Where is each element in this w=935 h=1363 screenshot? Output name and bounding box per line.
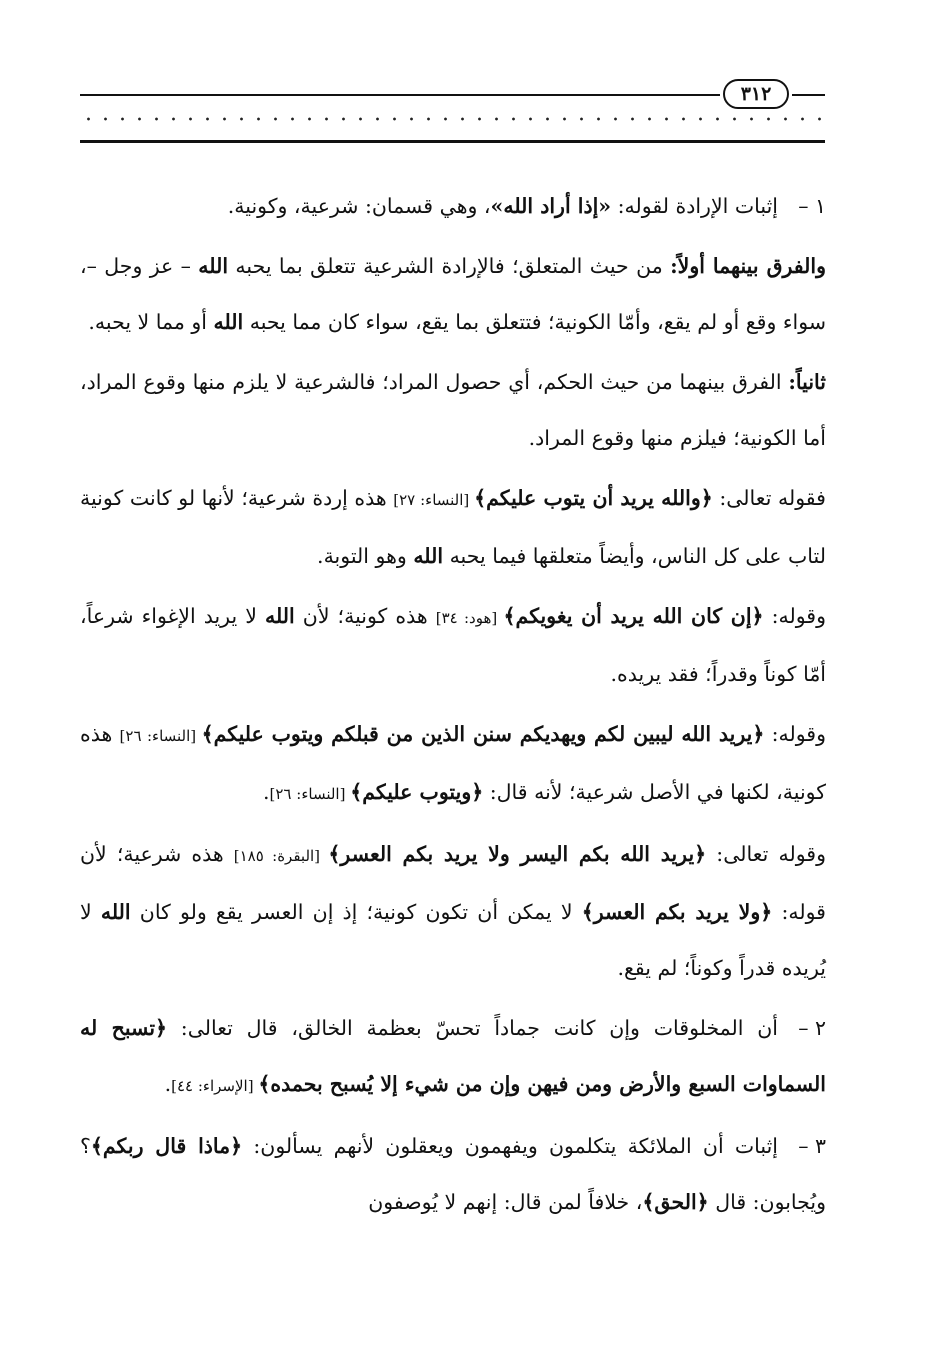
body-text: لا يمكن أن تكون كونية؛ إذ إن العسر يقع ولو كان (130, 900, 582, 924)
header-dotted-rule (80, 116, 825, 122)
bold-text: ﴿يريد الله بكم اليسر ولا يريد بكم العسر﴾ (328, 842, 707, 866)
verse-reference: [النساء: ٢٧] (393, 491, 475, 509)
body-text: الفرق بينهما من حيث الحكم، أي حصول المراد؛ فالشرعية لا يلزم منها وقوع المراد، أما الكونية؛ فيلزم منها وقوع المراد. (80, 370, 826, 450)
body-text: أن المخلوقات وإن كانت جماداً تحسّ بعظمة الخالق، قال تعالى: (167, 1016, 778, 1040)
body-text: وقوله: (763, 604, 827, 628)
item-number: ١ – (798, 194, 826, 218)
bold-text: ﴿إن كان الله يريد أن يغويكم﴾ (503, 604, 764, 628)
item-number: ٢ – (798, 1016, 826, 1040)
body-text: وقوله: (764, 722, 826, 746)
paragraph (80, 178, 826, 234)
verse-reference: [هود: ٣٤] (435, 609, 504, 627)
body-text: وهو التوبة. (317, 544, 414, 568)
bold-text: الله (100, 900, 131, 924)
body-text: – عز وجل –، سواء وقع أو لم يقع، وأمّا الكونية؛ فتتعلق بما يقع، سواء كان مما يحبه (80, 254, 826, 334)
verse-reference: [البقرة: ١٨٥] (233, 847, 329, 865)
bold-text: ﴿ويتوب عليكم﴾ (350, 780, 484, 804)
paragraph (80, 588, 826, 702)
body-text: ، خلافاً لمن قال: إنهم لا يُوصفون (368, 1190, 643, 1214)
bold-text: ﴿ولا يريد بكم العسر﴾ (581, 900, 773, 924)
bold-text: الله (264, 604, 295, 628)
paragraph (80, 238, 826, 350)
paragraph (80, 354, 826, 466)
body-text: وقوله تعالى: (706, 842, 826, 866)
body-text: لا يُريده قدراً وكوناً؛ لم يقع. (80, 900, 826, 980)
bold-text: ﴿تسبح له السماوات السبع والأرض ومن فيهن وإن من شيء إلا يُسبح بحمده﴾ (80, 1016, 826, 1096)
header-top-rule-right (792, 94, 825, 96)
bold-text: ﴿والله يريد أن يتوب عليكم﴾ (474, 486, 713, 510)
bold-text: الله (413, 544, 444, 568)
item-number: ٣ – (798, 1134, 826, 1158)
bold-text: الله (198, 254, 229, 278)
header-top-rule (80, 94, 720, 96)
verse-reference: [الإسراء: ٤٤] (171, 1077, 259, 1095)
paragraph (80, 826, 826, 996)
bold-text: ثانياً: (788, 370, 826, 394)
body-text: لا يريد الإغواء شرعاً، أمّا كوناً وقدراً؛ فقد يريده. (80, 604, 826, 686)
bold-text: الله (213, 310, 244, 334)
verse-reference: [النساء: ٢٦] (119, 727, 202, 745)
body-text: هذه كونية؛ لأن (294, 604, 436, 628)
header-bottom-rule (80, 140, 825, 143)
bold-text: ﴿الحق﴾ (642, 1190, 709, 1214)
bold-text: ﴿يريد الله ليبين لكم ويهديكم سنن الذين من قبلكم ويتوب عليكم﴾ (201, 722, 765, 746)
body-text: . (262, 780, 270, 804)
bold-text: ﴿ماذا قال ربكم﴾ (90, 1134, 243, 1158)
page-body (80, 178, 826, 1230)
body-text: إثبات أن الملائكة يتكلمون ويفهمون ويعقلون لأنهم يسألون: (242, 1134, 778, 1158)
body-text: فقوله تعالى: (712, 486, 826, 510)
body-text: ؟ ويُجابون: قال (80, 1134, 826, 1214)
paragraph (80, 1000, 826, 1114)
body-text: أو مما لا يحبه. (88, 310, 214, 334)
paragraph (80, 1118, 826, 1230)
bold-text: والفرق بينهما أولاً: (670, 254, 826, 278)
page-header (80, 78, 825, 148)
body-text: من حيث المتعلق؛ فالإرادة الشرعية تتعلق بما يحبه (228, 254, 671, 278)
body-text: إثبات الإرادة لقوله: (611, 194, 778, 218)
paragraph (80, 706, 826, 822)
body-text: هذه كونية، لكنها في الأصل شرعية؛ لأنه قال: (80, 722, 826, 804)
page-number: ٣١٢ (723, 79, 789, 109)
body-text: ، وهي قسمان: شرعية، وكونية. (227, 194, 491, 218)
bold-text: «إذا أراد الله» (490, 194, 612, 218)
paragraph (80, 470, 826, 584)
verse-reference: [النساء: ٢٦] (269, 785, 351, 803)
body-text: هذه شرعية؛ لأن قوله: (80, 842, 826, 924)
body-text: . (164, 1072, 172, 1096)
body-text: هذه إردة شرعية؛ لأنها لو كانت كونية لتاب على كل الناس، وأيضاً متعلقها فيما يحبه (80, 486, 826, 568)
